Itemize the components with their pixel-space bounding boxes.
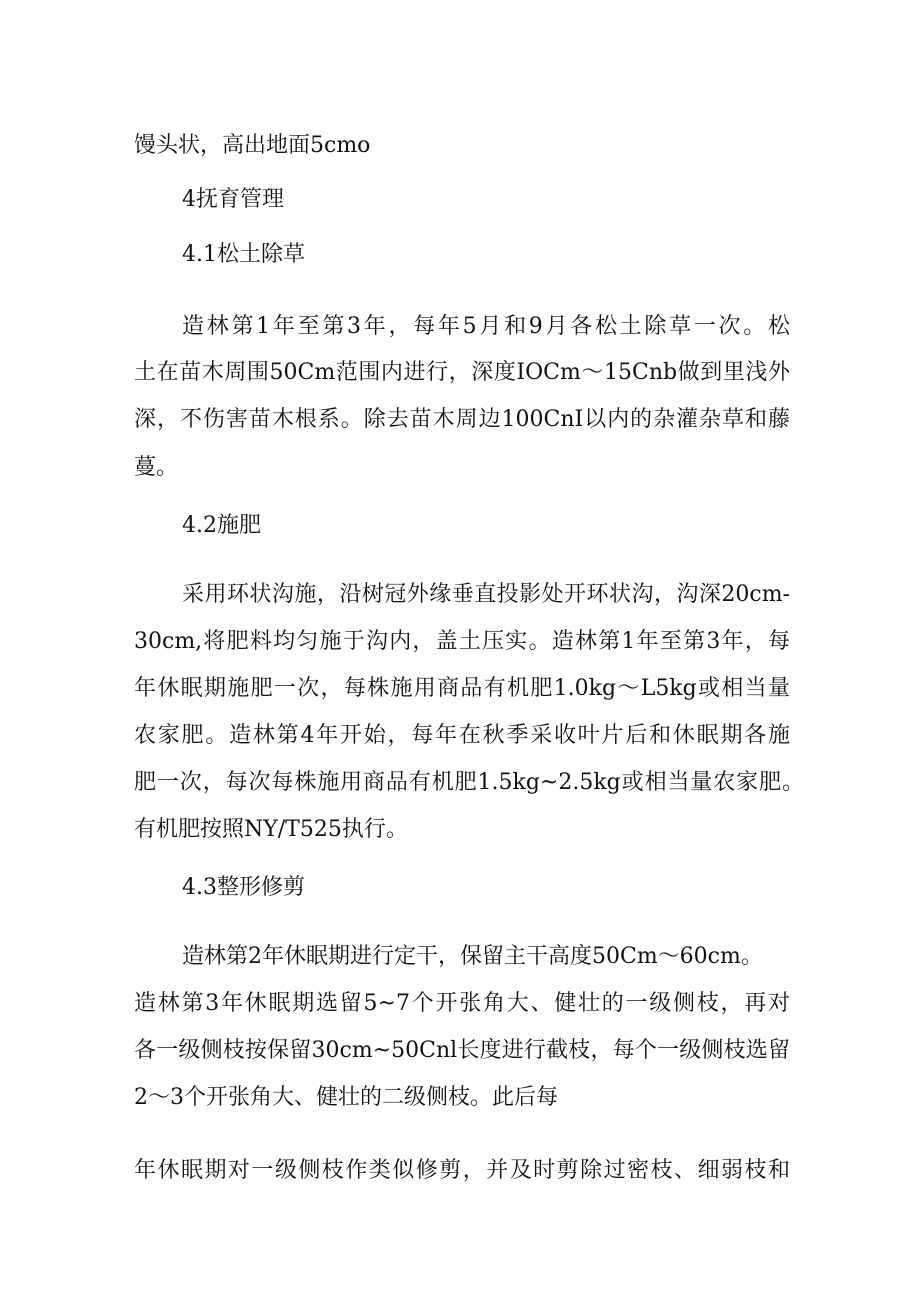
paragraph-line: 馒头状，高出地面5cmo (134, 133, 371, 158)
section-heading: 4抚育管理 (182, 187, 284, 212)
paragraph-line: 2～3个开张角大、健壮的二级侧枝。此后每 (134, 1085, 558, 1110)
paragraph-line: 蔓。 (134, 455, 179, 480)
subsection-heading: 4.2施肥 (182, 513, 261, 538)
paragraph-line: 造林第2年休眠期进行定干，保留主干高度50Cm～60cm。 (182, 944, 763, 969)
subsection-heading: 4.1松土除草 (182, 242, 305, 267)
subsection-heading: 4.3整形修剪 (182, 875, 305, 900)
paragraph-line: 深，不伤害苗木根系。除去苗木周边100CnI以内的杂灌杂草和藤 (134, 407, 790, 432)
paragraph-line: 各一级侧枝按保留30cm~50Cnl长度进行截枝，每个一级侧枝选留 (134, 1038, 790, 1063)
paragraph-line: 农家肥。造林第4年开始，每年在秋季采收叶片后和休眠期各施 (134, 723, 790, 748)
paragraph-line: 土在苗木周围50Cm范围内进行，深度IOCm～15Cnb做到里浅外 (134, 360, 790, 385)
paragraph-line: 年休眠期对一级侧枝作类似修剪，并及时剪除过密枝、细弱枝和 (134, 1158, 790, 1183)
paragraph-line: 造林第1年至第3年，每年5月和9月各松土除草一次。松 (182, 314, 790, 339)
paragraph-line: 有机肥按照NY/T525执行。 (134, 817, 408, 842)
paragraph-line: 30cm,将肥料均匀施于沟内，盖土压实。造林第1年至第3年，每 (134, 629, 790, 654)
paragraph-line: 肥一次，每次每株施用商品有机肥1.5kg~2.5kg或相当量农家肥。 (134, 770, 804, 795)
paragraph-line: 年休眠期施肥一次，每株施用商品有机肥1.0kg～L5kg或相当量 (134, 676, 790, 701)
paragraph-line: 采用环状沟施，沿树冠外缘垂直投影处开环状沟，沟深20cm- (182, 582, 790, 607)
paragraph-line: 造林第3年休眠期选留5~7个开张角大、健壮的一级侧枝，再对 (134, 991, 790, 1016)
